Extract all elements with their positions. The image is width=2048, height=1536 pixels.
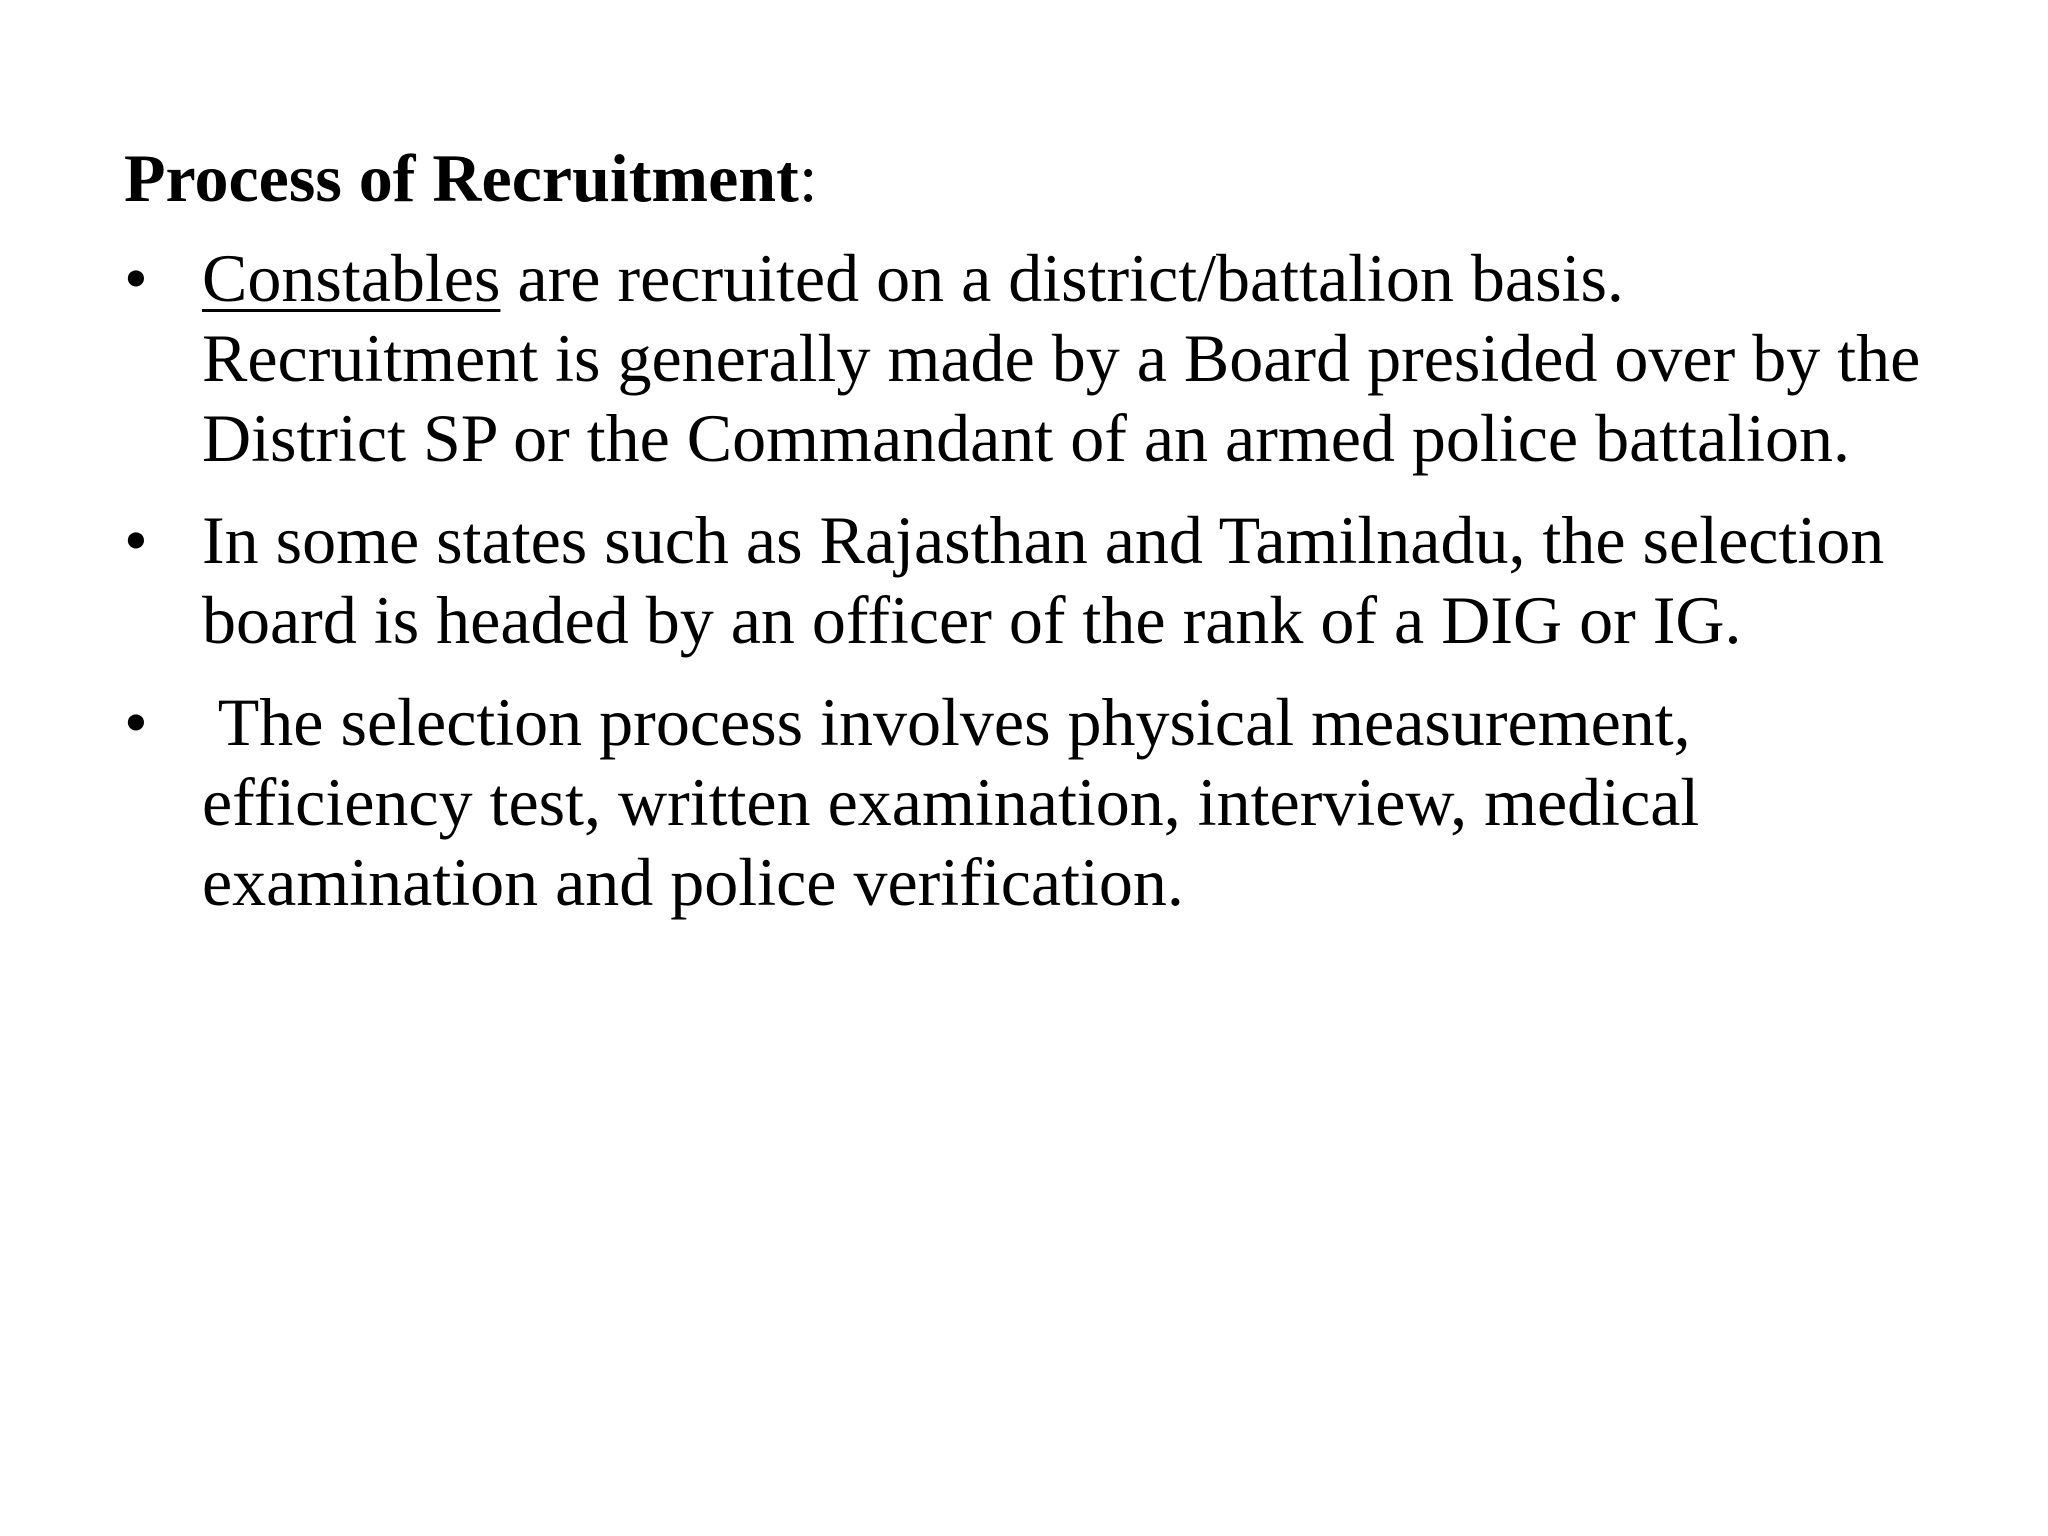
bullet-line: examination and police verification.: [202, 844, 1184, 920]
bullet-item-selection-process: [124, 682, 2004, 922]
bullet-line: In some states such as Rajasthan and Tamilnadu, the selection: [202, 502, 1885, 578]
slide-heading: [124, 138, 818, 218]
bullet-line: board is headed by an officer of the rank of a DIG or IG.: [202, 582, 1742, 658]
bullet-line: efficiency test, written examination, interview, medical: [202, 764, 1700, 840]
bullet-marker: •: [124, 502, 148, 578]
bullet-item-selection-board: [124, 500, 2004, 660]
bullet-line: [202, 238, 2004, 318]
heading-colon: :: [798, 140, 818, 216]
bullet-item-constables: [124, 238, 2004, 478]
underlined-term: Constables: [202, 240, 501, 316]
bullet-marker: •: [124, 684, 148, 760]
bullet-marker: •: [124, 240, 148, 316]
heading-title: Process of Recruitment: [124, 140, 799, 216]
bullet-text: are recruited on a district/battalion basis.: [500, 240, 1624, 316]
bullet-line: District SP or the Commandant of an armed police battalion.: [202, 400, 1851, 476]
bullet-line: The selection process involves physical measurement,: [202, 684, 1691, 760]
bullet-line: Recruitment is generally made by a Board presided over by the: [202, 320, 1921, 396]
bullet-list: [124, 238, 2004, 944]
